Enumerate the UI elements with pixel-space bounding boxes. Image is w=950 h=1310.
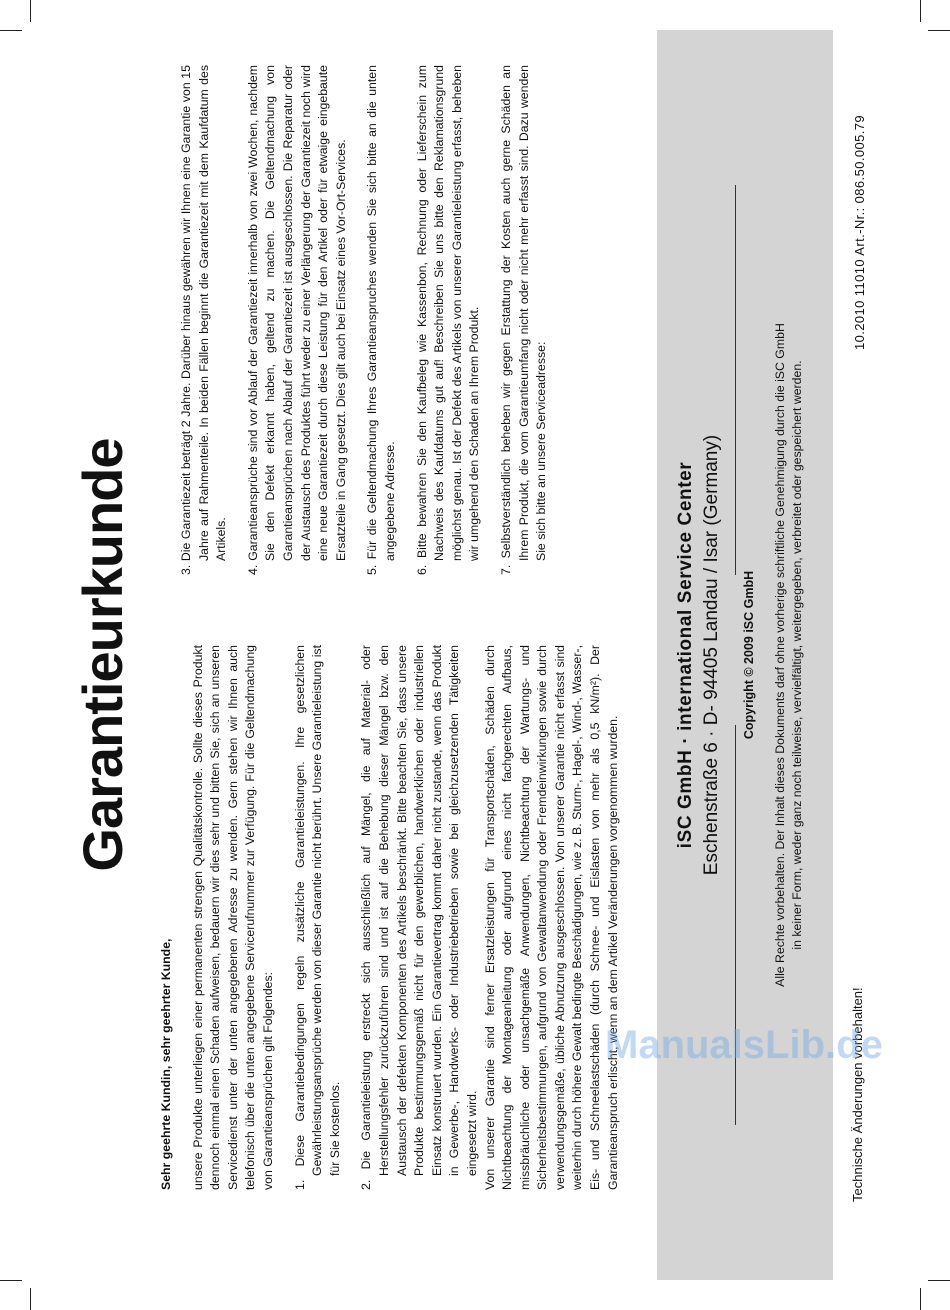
document-title: Garantieurkunde [71,438,134,872]
company-name: iSC GmbH · international Service Center [675,461,696,849]
clause-5: 5. Für die Geltendmachung Ihres Garantieanspruches wenden Sie sich bitte an die unten angegebene Adresse. [365,65,397,575]
article-number: 10.2010 11010 Art.-Nr.: 086.50.005.79 [852,114,867,350]
clause-1: 1. Diese Garantiebedingungen regeln zusätzliche Garantieleistungen. Ihre gesetzlichen Gewährleistungsansprüche werden von dieser Garantie nicht berührt. Unsere Garantieleistung ist für Sie kostenlos. [292,645,342,1190]
copyright-notice: Copyright © 2009 iSC GmbH [742,570,756,740]
company-address: Eschenstraße 6 · D- 94405 Landau / Isar (Germany) [701,434,722,876]
rights-notice [772,180,806,1130]
greeting: Sehr geehrte Kundin, sehr geehrter Kunde, [159,938,173,1190]
company-block [675,420,723,890]
text-column-left [158,645,636,1190]
clause-2: 2. Die Garantieleistung erstreckt sich ausschließlich auf Mängel, die auf Material- oder Herstellungsfehler zurückzuführen sind und ist auf die Behebung dieser Mängel bzw. den Austausch der defekten Komponenten des Artikels beschränkt. Bitte beachten Sie, dass unsere Produkte bestimmungsgemäß nicht für den gewerblichen, handwerklichen oder industriellen Einsatz konstruiert wurden. Ein Garantievertrag kommt daher nicht zustande, wenn das Produkt in Gewerbe-, Handwerks- oder Industriebetrieben sowie bei gleichzusetzenden Tätigkeiten eingesetzt wird. [359,645,479,1190]
divider [735,185,736,575]
watermark: ManualsLib.de [605,1023,883,1067]
technical-note: Technische Änderungen vorbehalten! [850,987,865,1202]
clause-4: 4. Garantieansprüche sind vor Ablauf der Garantiezeit innerhalb von zwei Wochen, nachdem Sie den Defekt erkannt haben, geltend zu machen. Die Geltendmachung von Garantieansprüchen nach Ablauf der Garantiezeit ist ausgeschlossen. Die Reparatur oder der Austausch des Produktes führt weder zu einer Verlängerung der Garantiezeit noch wird eine neue Garantiezeit durch diese Leistung für den Artikel oder für etwaige eingebaute Ersatzteile in Gang gesetzt. Dies gilt auch bei Einsatz eines Vor-Ort-Services. [245,65,348,575]
clause-3: 3. Die Garantiezeit beträgt 2 Jahre. Darüber hinaus gewähren wir Ihnen eine Garantie von 15 Jahre auf Rahmenteile. In beiden Fällen beginnt die Garantiezeit mit dem Kaufdatum des Artikels. [179,65,229,575]
intro-paragraph: unsere Produkte unterliegen einer permanenten strengen Qualitätskontrolle. Sollte dieses Produkt dennoch einmal einen Schaden aufweisen, bedauern wir dies sehr und bitten Sie, sich an unseren Servicedienst unter der unten angegebenen Adresse zu wenden. Gern stehen wir Ihnen auch telefonisch über die unten angegebene Servicerufnummer zur Verfügung. Für die Geltendmachung von Garantieansprüchen gilt Folgendes: [190,645,275,1190]
text-column-right [178,65,565,575]
clause-6: 6. Bitte bewahren Sie den Kaufbeleg wie Kassenbon, Rechnung oder Lieferschein zum Nachweis des Kaufdatums gut auf! Beschreiben Sie uns bitte den Reklamationsgrund möglichst genau. Ist der Defekt des Artikels von unserer Garantieleistung erfasst, beheben wir umgehend den Schaden an Ihrem Produkt. [414,65,482,575]
rights-line-1: Alle Rechte vorbehalten. Der Inhalt dieses Dokuments darf ohne vorherige schriftliche Genehmigung durch die iSC GmbH [773,323,787,987]
clause-7: 7. Selbstverständlich beheben wir gegen Erstattung der Kosten auch gerne Schäden an Ihrem Produkt, die vom Garantieumfang nicht oder nicht mehr erfasst sind. Dazu wenden Sie sich bitte an unsere Serviceadresse: [498,65,549,575]
clause-2-exclusions: Von unserer Garantie sind ferner Ersatzleistungen für Transportschäden, Schäden durch Nichtbeachtung der Montageanleitung oder aufgrund eines nicht fachgerechten Aufbaus, missbräuchliche oder unsachgemäße Anwendungen, Nichtbeachtung der Wartungs- und Sicherheitsbestimmungen, aufgrund von Gewaltanwendung oder Fremdeinwirkungen sowie durch verwendungsgemäße, übliche Abnutzung ausgeschlossen. Von unserer Garantie nicht erfasst sind weiterhin durch höhere Gewalt bedingte Beschädigungen, wie z. B. Sturm-, Hagel-, Wind-, Wasser-, Eis- und Schneelastschäden (durch Schnee- und Eislasten von mehr als 0,5 kN/m²). Der Garantieanspruch erlischt, wenn an dem Artikel Veränderungen vorgenommen wurden. [482,645,620,1190]
rights-line-2: in keiner Form, weder ganz noch teilweise, vervielfältigt, weitergegeben, verbreitet oder gespeichert werden. [790,360,804,950]
